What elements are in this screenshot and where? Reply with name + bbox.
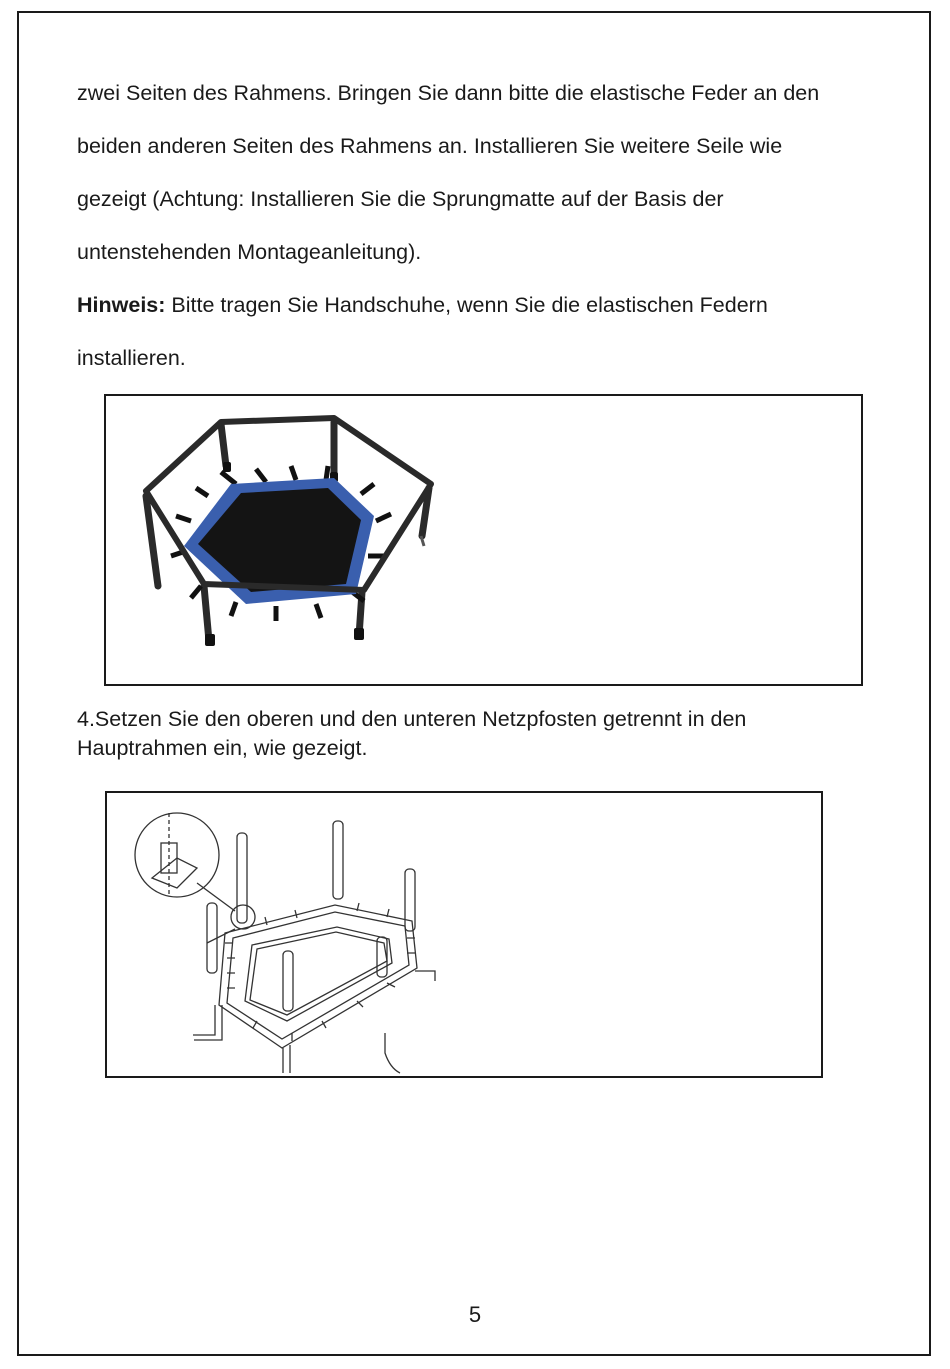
intro-line-4: untenstehenden Montageanleitung). — [77, 240, 422, 264]
note-line-1 — [77, 293, 768, 318]
note-text: Bitte tragen Sie Handschuhe, wenn Sie die elastischen Federn — [165, 293, 768, 317]
intro-line-3: gezeigt (Achtung: Installieren Sie die Sprungmatte auf der Basis der — [77, 187, 724, 211]
intro-line-1: zwei Seiten des Rahmens. Bringen Sie dann bitte die elastische Feder an den — [77, 81, 820, 105]
page-number: 5 — [468, 1302, 482, 1327]
intro-line-2: beiden anderen Seiten des Rahmens an. Installieren Sie weitere Seile wie — [77, 134, 783, 158]
trampoline-photo — [106, 396, 861, 684]
net-post-diagram — [107, 793, 821, 1076]
step-4-text: 4.Setzen Sie den oberen und den unteren Netzpfosten getrennt in den Hauptrahmen ein, wie gezeigt. — [77, 707, 747, 760]
trampoline-photo-box — [104, 394, 863, 686]
note-label: Hinweis: — [77, 293, 166, 317]
note-line-2: installieren. — [77, 346, 186, 370]
net-post-diagram-box — [105, 791, 823, 1078]
